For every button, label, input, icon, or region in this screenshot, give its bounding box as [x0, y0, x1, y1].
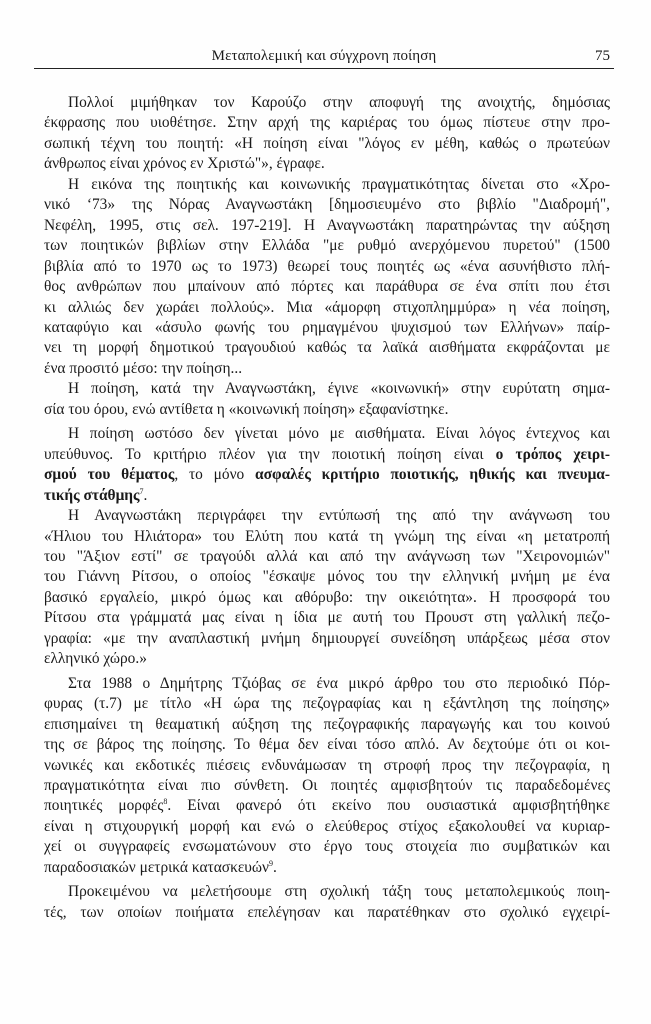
running-header: [34, 48, 614, 69]
footnote-marker[interactable]: 9: [269, 858, 273, 868]
text-line: σία του όρου, ενώ αντίθετα η «κοινωνική ποίηση» εξαφανίστηκε.: [44, 400, 449, 418]
paragraph-chroniko-73: [44, 175, 610, 380]
text-line: σωπική τέχνη του ποιητή: «Η ποίηση είναι "λόγος εν μέθη, καθώς ο πρωτεύων: [44, 134, 610, 152]
text-line: νικό ‘73» της Νόρας Αναγνωστάκη [δημοσιευμένο στο βιβλίο "Διαδρομή",: [44, 196, 610, 214]
text-line: Η Αναγνωστάκη περιγράφει την εντύπωσή της από την ανάγνωση του: [68, 507, 610, 525]
text-line: βασικό εργαλείο, μικρό όμως και αθόρυβο: την οικειότητα». Η προσφορά του: [44, 588, 610, 606]
text-line: κι αλλιώς δεν χωράει πολλούς». Μια «άμορφη στιχοπλημμύρα» η νέα ποίηση,: [44, 298, 610, 316]
body-text: [44, 93, 610, 923]
paragraph-elytis-ritsos: [44, 506, 610, 670]
text-line: [44, 858, 610, 878]
text-line: του "Άξιον εστί" σε τραγούδι αλλά και από την ανάγνωση των "Χειρονομιών": [44, 547, 610, 565]
footnote-marker[interactable]: 8: [163, 797, 168, 807]
text-line: θος ανθρώπων που μπαίνουν από πόρτες και παράθυρα σε ένα σπίτι που έτσι: [44, 278, 610, 296]
footnote-marker[interactable]: 7: [139, 486, 144, 496]
text-line: Νεφέλη, 1995, στις σελ. 197-219]. Η Αναγνωστάκη παρατηρώντας την αύξηση: [44, 216, 610, 234]
text-line: είναι η στιχουργική μορφή και ενώ ο ελεύθερος στίχος εξακολουθεί να κυριαρ-: [44, 817, 610, 835]
text-line: τές, των οποίων ποιήματα επελέγησαν και παρατέθηκαν στο σχολικό εγχειρί-: [44, 903, 610, 921]
text-line: νει τη μορφή δημοτικού τραγουδιού καθώς τα λαϊκά αισθήματα εκφράζονται με: [44, 339, 610, 357]
text-line: [44, 796, 610, 816]
text-line: Προκειμένου να μελετήσουμε στη σχολική τάξη τους μεταπολεμικούς ποιη-: [68, 883, 610, 901]
text-line: έκφρασης που υιοθέτησε. Στην αρχή της καριέρας του όμως πίστευε στην προ-: [44, 114, 610, 132]
text-line: επισημαίνει τη θεαματική αύξηση της πεζογραφικής παραγωγής και του κοινού: [44, 715, 610, 733]
paragraph-classroom: [44, 882, 610, 923]
text-line: «Ήλιου του Ηλιάτορα» του Ελύτη που κατά τη γνώμη της είναι «η μετατροπή: [44, 527, 610, 545]
paragraph-tziovas: [44, 674, 610, 879]
text-line: φυρας (τ.7) με τίτλο «Η ώρα της πεζογραφίας και η εξάντληση της ποίησης»: [44, 695, 610, 713]
text-line: ελληνικό χώρο.»: [44, 650, 147, 668]
text-line: [44, 465, 610, 485]
running-title: Μεταπολεμική και σύγχρονη ποίηση: [211, 48, 437, 64]
bold-phrase: τικής στάθμης: [44, 486, 140, 504]
text-line: Η ποίηση ωστόσο δεν γίνεται μόνο με αισθήματα. Είναι λόγος έντεχνος και: [68, 425, 610, 443]
text-run: παραδοσιακών μετρικά κατασκευών: [44, 858, 269, 876]
paragraph-social-poetry: [44, 379, 610, 420]
text-line: άνθρωπος είναι χρόνος εν Χριστώ"», έγραφε.: [44, 155, 325, 173]
page-number: 75: [595, 48, 610, 64]
bold-phrase: ο τρόπος χειρι-: [495, 445, 610, 463]
text-line: [44, 486, 610, 506]
text-line: Πολλοί μιμήθηκαν τον Καρούζο στην αποφυγή της ανοιχτής, δημόσιας: [68, 94, 610, 111]
text-line: των ποιητικών βιβλίων στην Ελλάδα "με ρυθμό ανερχόμενου πυρετού" (1500: [44, 237, 610, 255]
text-line: νωνικές και εκδοτικές πιέσεις ενδυνάμωσαν τη στροφή προς την πεζογραφία, η: [44, 756, 610, 774]
bold-phrase: σμού του θέματος: [44, 466, 175, 484]
text-run: . Είναι φανερό ότι εκείνο που ουσιαστικά αμφισβητήθηκε: [167, 797, 610, 815]
text-line: [44, 445, 610, 465]
text-line: Ρίτσου στα γράμματά μας είναι η ίδια με αυτή του Προυστ στη γαλλική πεζο-: [44, 609, 610, 627]
text-line: γραφία: «με την αναπλαστική μνήμη δημιουργεί συνείδηση υπάρξεως μέσα στον: [44, 629, 610, 647]
text-line: Στα 1988 ο Δημήτρης Τζιόβας σε ένα μικρό άρθρο του στο περιοδικό Πόρ-: [68, 674, 610, 692]
text-run: , το μόνο: [174, 466, 256, 484]
text-line: ένα προσιτό μέσο: την ποίηση...: [44, 359, 243, 377]
text-line: χεί οι συγγραφείς ενσωματώνουν στο έργο τους στοιχεία πιο συμβατικών και: [44, 838, 610, 856]
bold-phrase: ασφαλές κριτήριο ποιοτικής, ηθικής και πνευμα-: [255, 466, 611, 484]
text-line: της σε βάρος της ποίησης. Το θέμα δεν είναι τόσο απλό. Αν δεχτούμε ότι οι κοι-: [44, 736, 610, 754]
text-run: .: [143, 486, 148, 504]
text-line: του Γιάννη Ρίτσου, ο οποίος "έσκαψε μόνος του την ελληνική μνήμη με ένα: [44, 568, 610, 586]
text-run: .: [273, 858, 277, 876]
text-line: καταφύγιο και «άσυλο φωνής του ρημαγμένου ψυχισμού των Ελλήνων» παίρ-: [44, 318, 610, 336]
paragraph-karouzos: [44, 93, 610, 175]
text-run: ποιητικές μορφές: [44, 797, 164, 815]
text-line: βιβλία από το 1970 ως το 1973) θεωρεί τους ποιητές ως «ένα ασυνήθιστο πλή-: [44, 257, 610, 275]
text-line: Η ποίηση, κατά την Αναγνωστάκη, έγινε «κοινωνική» στην ευρύτατη σημα-: [68, 380, 610, 398]
text-line: Η εικόνα της ποιητικής και κοινωνικής πραγματικότητας δίνεται στο «Χρο-: [68, 175, 610, 193]
text-run: υπεύθυνος. Το κριτήριο πλέον για την ποιοτική ποίηση είναι: [44, 445, 496, 463]
text-line: πραγματικότητα είναι πιο σύνθετη. Οι ποιητές αμφισβητούν τις παραδεδομένες: [44, 776, 610, 794]
paragraph-criterion: [44, 424, 610, 506]
